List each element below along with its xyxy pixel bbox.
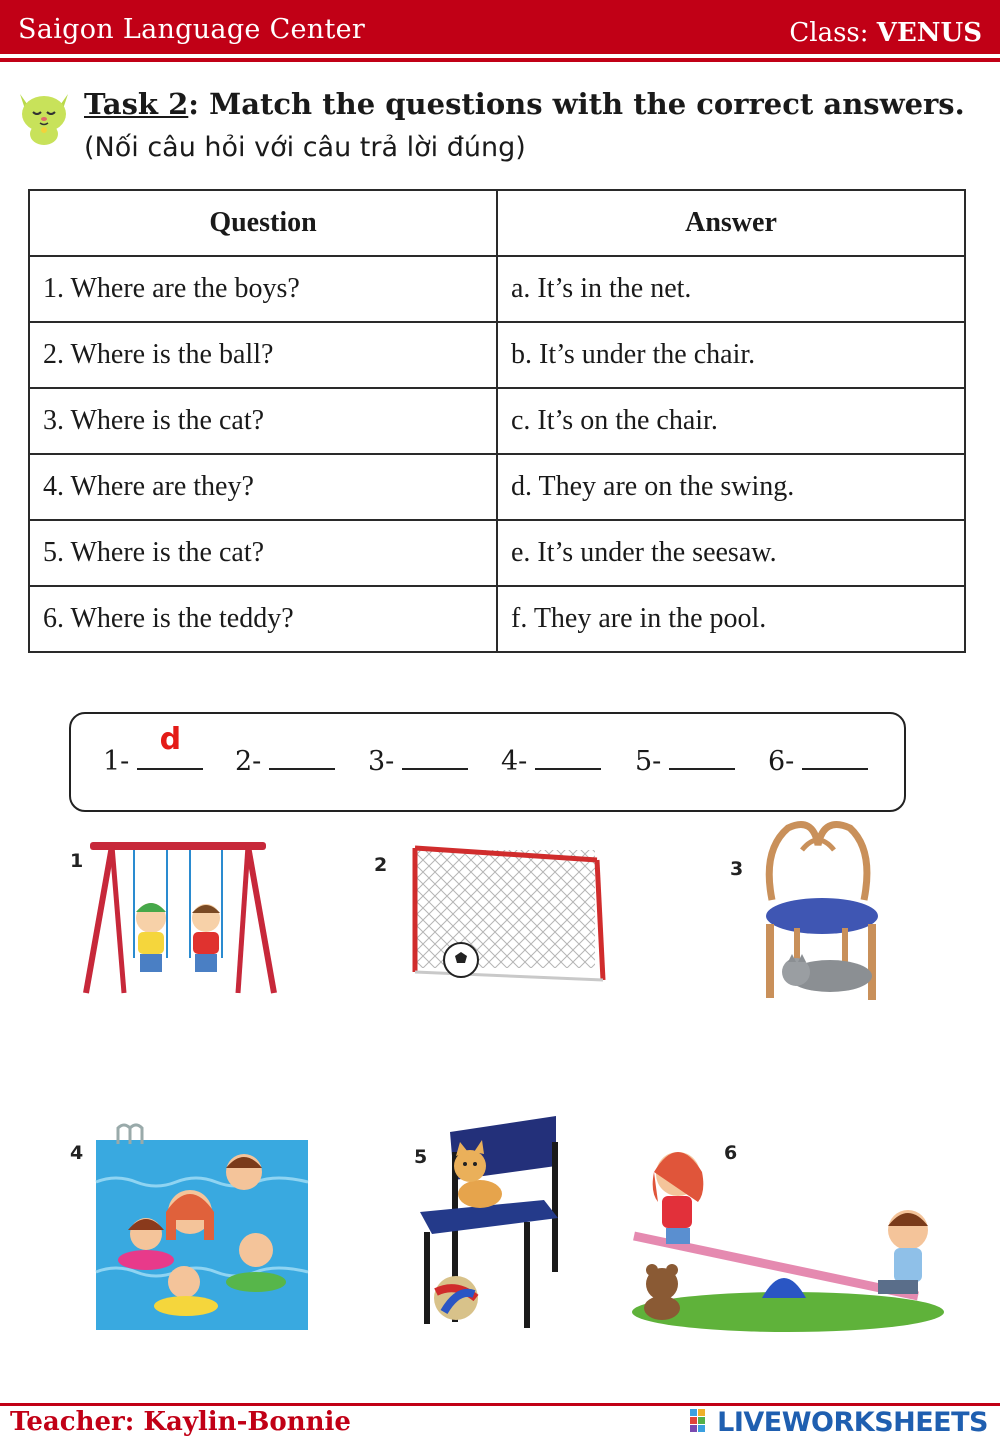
answer-slot-label: 2-	[235, 746, 262, 777]
question-cell: 5. Where is the cat?	[29, 520, 497, 586]
question-header: Question	[29, 190, 497, 256]
swing-boys-image	[82, 838, 282, 998]
answer-value: d	[159, 722, 182, 757]
answer-header: Answer	[497, 190, 965, 256]
question-cell: 6. Where is the teddy?	[29, 586, 497, 652]
task-colon: :	[188, 87, 200, 121]
question-answer-table	[28, 189, 966, 653]
picture-number: 2	[374, 854, 388, 876]
task-instruction	[84, 84, 984, 168]
answer-slot-5	[635, 744, 735, 777]
answer-cell: f. They are in the pool.	[497, 586, 965, 652]
answer-slot-label: 4-	[501, 746, 528, 777]
answer-cell: b. It’s under the chair.	[497, 322, 965, 388]
answer-slot-2	[235, 744, 335, 777]
family-in-pool-image	[94, 1122, 310, 1332]
answer-input-1[interactable]	[137, 722, 203, 770]
class-label	[789, 18, 982, 48]
class-prefix: Class:	[789, 18, 877, 48]
cat-under-chair-image	[758, 820, 888, 1008]
header-bar	[0, 0, 1000, 54]
table-row	[29, 322, 965, 388]
task-translation: (Nối câu hỏi với câu trả lời đúng)	[84, 132, 526, 163]
answer-input-5[interactable]	[669, 744, 735, 770]
table-row	[29, 388, 965, 454]
answer-slot-label: 5-	[635, 746, 662, 777]
table-row	[29, 520, 965, 586]
answer-cell: c. It’s on the chair.	[497, 388, 965, 454]
table-header-row	[29, 190, 965, 256]
question-cell: 1. Where are the boys?	[29, 256, 497, 322]
teacher-name: Teacher: Kaylin-Bonnie	[10, 1407, 351, 1437]
class-name: VENUS	[876, 18, 982, 48]
question-cell: 4. Where are they?	[29, 454, 497, 520]
cat-on-chair-image	[414, 1112, 564, 1334]
ball-in-net-image	[405, 842, 610, 982]
footer-divider	[0, 1403, 1000, 1406]
liveworksheets-logo-icon	[689, 1408, 715, 1434]
school-name: Saigon Language Center	[18, 14, 366, 45]
table-row	[29, 256, 965, 322]
answer-cell: d. They are on the swing.	[497, 454, 965, 520]
task-label: Task 2	[84, 87, 189, 121]
picture-number: 6	[724, 1142, 738, 1164]
table-row	[29, 586, 965, 652]
question-cell: 3. Where is the cat?	[29, 388, 497, 454]
cat-mascot-icon	[14, 84, 74, 146]
answer-slot-6	[768, 744, 868, 777]
header-divider	[0, 58, 1000, 62]
answer-input-4[interactable]	[535, 744, 601, 770]
picture-number: 3	[730, 858, 744, 880]
answer-slot-4	[501, 744, 601, 777]
teddy-under-seesaw-image	[628, 1148, 950, 1334]
picture-number: 1	[70, 850, 84, 872]
answer-cell: e. It’s under the seesaw.	[497, 520, 965, 586]
answer-input-3[interactable]	[402, 744, 468, 770]
table-row	[29, 454, 965, 520]
picture-number: 5	[414, 1146, 428, 1168]
task-text: Match the questions with the correct answers.	[199, 87, 965, 121]
answer-cell: a. It’s in the net.	[497, 256, 965, 322]
answer-input-2[interactable]	[269, 744, 335, 770]
answer-slot-label: 6-	[768, 746, 795, 777]
answer-slot-1	[103, 722, 203, 777]
answer-slot-label: 3-	[368, 746, 395, 777]
picture-number: 4	[70, 1142, 84, 1164]
brand-wordmark	[689, 1407, 988, 1438]
answer-slot-label: 1-	[103, 746, 130, 777]
answer-input-6[interactable]	[802, 744, 868, 770]
answer-box	[69, 712, 906, 812]
brand-text: LIVEWORKSHEETS	[717, 1407, 988, 1438]
answer-slot-3	[368, 744, 468, 777]
question-cell: 2. Where is the ball?	[29, 322, 497, 388]
